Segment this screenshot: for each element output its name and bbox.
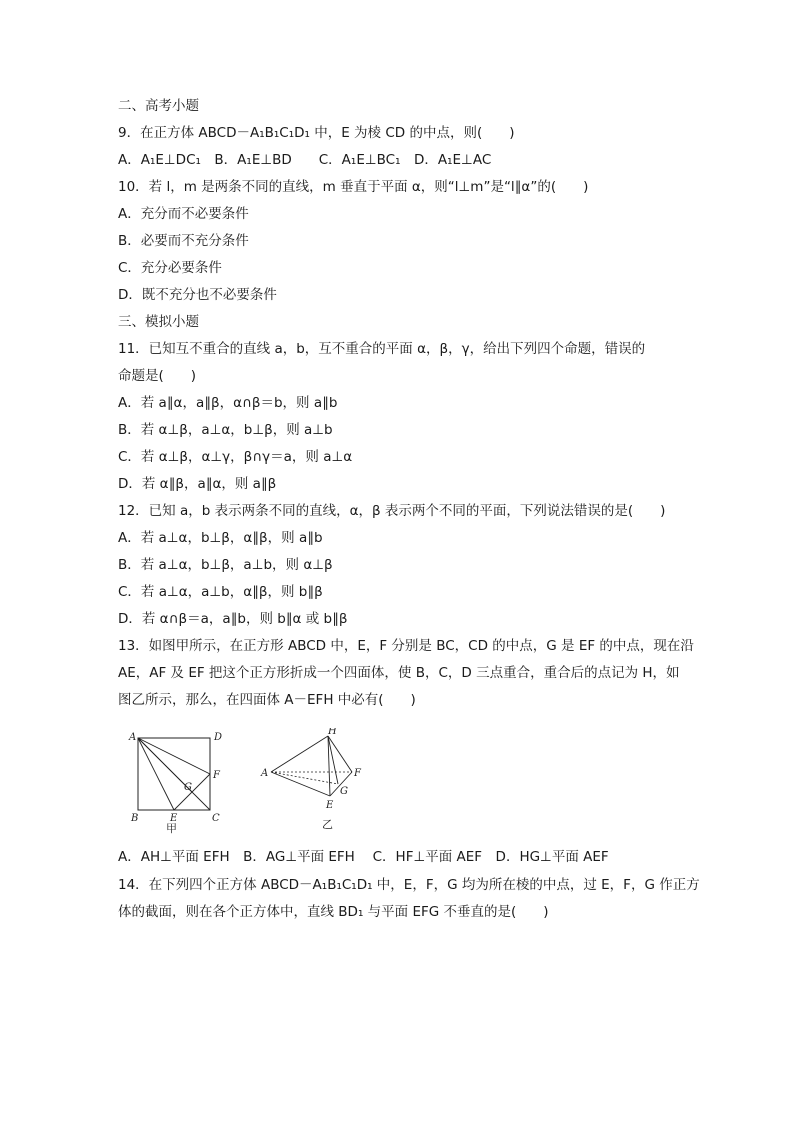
point-label-a: A (261, 768, 269, 779)
figure-yi-caption: 乙 (322, 818, 333, 831)
question-10-option-c: C．充分必要条件 (118, 260, 222, 276)
point-label-f: F (213, 770, 220, 781)
question-12-option-d: D．若 α∩β＝a，a∥b，则 b∥α 或 b∥β (118, 611, 348, 627)
point-label-a: A (129, 732, 137, 743)
question-11-stem: 11．已知互不重合的直线 a，b，互不重合的平面 α，β，γ，给出下列四个命题，错误的 (118, 341, 646, 357)
figure-yi-tetrahedron (258, 728, 373, 836)
point-label-e: E (170, 813, 178, 824)
question-12-option-c: C．若 a⊥α，a⊥b，α∥β，则 b∥β (118, 584, 323, 600)
question-13-stem-cont-2: 图乙所示，那么，在四面体 A－EFH 中必有( ) (118, 692, 416, 708)
figure-jia-square (128, 728, 228, 836)
question-11-option-d: D．若 α∥β，a∥α，则 a∥β (118, 476, 277, 492)
question-14-stem: 14．在下列四个正方体 ABCD－A₁B₁C₁D₁ 中，E，F，G 均为所在棱的中点，过 E，F，G 作正方 (118, 877, 700, 893)
question-10-option-a: A．充分而不必要条件 (118, 206, 249, 222)
section-heading-gaokao: 二、高考小题 (118, 98, 199, 114)
question-9-options: A．A₁E⊥DC₁ B．A₁E⊥BD C．A₁E⊥BC₁ D．A₁E⊥AC (118, 152, 492, 168)
question-11-stem-cont: 命题是( ) (118, 368, 197, 384)
point-label-d: D (214, 732, 223, 743)
point-label-c: C (212, 813, 220, 824)
point-label-b: B (131, 813, 139, 824)
question-12-option-b: B．若 a⊥α，b⊥β，a⊥b，则 α⊥β (118, 557, 333, 573)
figure-jia-caption: 甲 (166, 822, 177, 835)
question-11-option-a: A．若 a∥α，a∥β，α∩β＝b，则 a∥b (118, 395, 338, 411)
point-label-g: G (340, 786, 348, 797)
question-12-stem: 12．已知 a，b 表示两条不同的直线，α，β 表示两个不同的平面，下列说法错误的是( ) (118, 503, 666, 519)
point-label-h: H (328, 728, 337, 737)
point-label-e: E (326, 800, 334, 811)
question-10-option-d: D．既不充分也不必要条件 (118, 287, 277, 303)
question-14-stem-cont: 体的截面，则在各个正方体中，直线 BD₁ 与平面 EFG 不垂直的是( ) (118, 904, 549, 920)
question-10-option-b: B．必要而不充分条件 (118, 233, 249, 249)
question-12-option-a: A．若 a⊥α，b⊥β，α∥β，则 a∥b (118, 530, 323, 546)
question-9-stem: 9．在正方体 ABCD－A₁B₁C₁D₁ 中，E 为棱 CD 的中点，则( ) (118, 125, 515, 141)
point-label-g: G (184, 782, 192, 793)
section-heading-moni: 三、模拟小题 (118, 314, 199, 330)
question-13-stem: 13．如图甲所示，在正方形 ABCD 中，E，F 分别是 BC，CD 的中点，G 是 EF 的中点，现在沿 (118, 638, 694, 654)
point-label-f: F (354, 768, 361, 779)
question-11-option-c: C．若 α⊥β，α⊥γ，β∩γ＝a，则 a⊥α (118, 449, 353, 465)
question-11-option-b: B．若 α⊥β，a⊥α，b⊥β，则 a⊥b (118, 422, 333, 438)
question-10-stem: 10．若 l，m 是两条不同的直线，m 垂直于平面 α，则“l⊥m”是“l∥α”的( ) (118, 179, 589, 195)
question-13-stem-cont-1: AE，AF 及 EF 把这个正方形折成一个四面体，使 B，C，D 三点重合，重合后的点记为 H，如 (118, 665, 680, 681)
question-13-options: A．AH⊥平面 EFH B．AG⊥平面 EFH C．HF⊥平面 AEF D．HG⊥平面 AEF (118, 849, 609, 865)
